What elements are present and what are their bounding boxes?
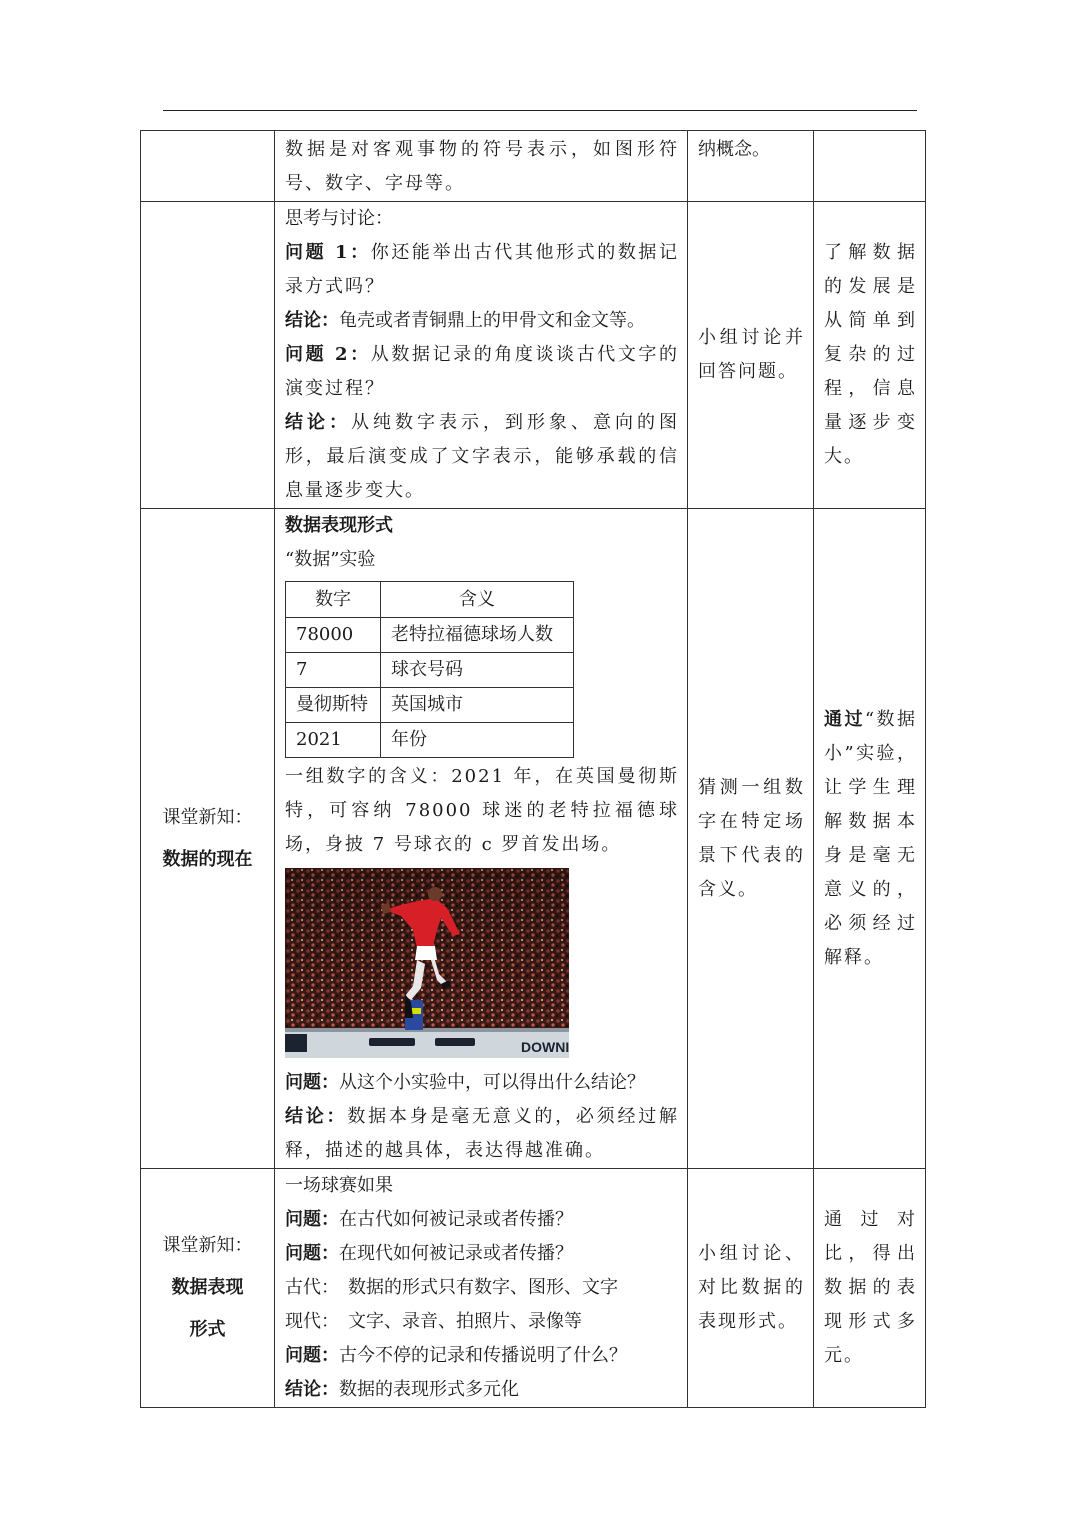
question-label: 问题：: [285, 1243, 339, 1264]
activity-text: 纳概念。: [698, 139, 770, 160]
table-row: [286, 618, 574, 653]
column-header: 数字: [286, 582, 381, 618]
definition-text: 数据是对客观事物的符号表示，如图形符号、数字、字母等。: [285, 139, 679, 194]
intent-bold: 通过: [824, 708, 865, 730]
intent-cell: [814, 131, 926, 202]
column-header: 含义: [381, 582, 574, 618]
intent-cell: [814, 202, 926, 509]
conclusion-label: 结论：: [285, 310, 339, 331]
question-3: [285, 1339, 679, 1373]
question-2: [285, 1237, 679, 1271]
stage-title: 数据的现在: [162, 848, 253, 870]
section-heading: 数据表现形式: [285, 515, 393, 536]
table-row: [141, 131, 926, 202]
experiment-title: “数据”实验: [285, 549, 376, 570]
activity-text: 小组讨论、对比数据的表现形式。: [698, 1243, 805, 1332]
table-cell: 78000: [286, 618, 381, 653]
question-label: 问题：: [285, 1209, 339, 1230]
intent-text: 通过对比，得出数据的表现形式多元。: [824, 1209, 917, 1366]
table-row: [141, 202, 926, 509]
question-1: [285, 1203, 679, 1237]
content-cell: [275, 131, 688, 202]
table-row: [286, 653, 574, 688]
question-text: 古今不停的记录和传播说明了什么？: [339, 1345, 627, 1366]
intro-text: 一场球赛如果: [285, 1175, 393, 1196]
stage-cell: [141, 1169, 275, 1408]
question-text: 从数据记录的角度谈谈古代文字的演变过程？: [285, 344, 680, 399]
question-text: 在古代如何被记录或者传播？: [339, 1209, 573, 1230]
table-cell: 7: [286, 653, 381, 688]
intent-cell: [814, 1169, 926, 1408]
content-cell: [275, 1169, 688, 1408]
table-cell: 英国城市: [381, 688, 574, 723]
conclusion-2: [285, 406, 679, 508]
question-label: 问题：: [285, 1072, 339, 1093]
intent-text: [824, 703, 917, 975]
stage-title-cont: 形式: [189, 1319, 226, 1340]
activity-cell: [688, 202, 814, 509]
intent-text: 了解数据的发展是从简单到复杂的过程，信息量逐步变大。: [824, 242, 917, 467]
stage-label: 课堂新知：: [162, 1235, 253, 1256]
conclusion-text: 数据本身是毫无意义的，必须经过解释，描述的越具体，表达得越准确。: [285, 1106, 680, 1161]
table-row: [141, 509, 926, 1169]
activity-text: 小组讨论并回答问题。: [698, 327, 805, 382]
stage-title: 数据表现: [171, 1277, 244, 1298]
conclusion-text: 从纯数字表示，到形象、意向的图形，最后演变成了文字表示，能够承载的信息量逐步变大。: [285, 412, 679, 501]
activity-text: 猜测一组数字在特定场景下代表的含义。: [698, 776, 805, 900]
activity-cell: [688, 1169, 814, 1408]
intent-cell: [814, 509, 926, 1169]
modern-forms: 现代： 文字、录音、拍照片、录像等: [285, 1311, 582, 1332]
conclusion-label: 结论：: [285, 412, 351, 433]
question-label: 问题 1：: [285, 242, 371, 263]
question-1: [285, 236, 679, 304]
table-cell: 曼彻斯特: [286, 688, 381, 723]
question-text: 从这个小实验中，可以得出什么结论？: [339, 1072, 645, 1093]
question: [285, 1066, 679, 1100]
stage-cell: [141, 131, 275, 202]
conclusion-label: 结论：: [285, 1106, 348, 1127]
question-label: 问题：: [285, 1345, 339, 1366]
content-cell: [275, 202, 688, 509]
football-player-photo: [285, 868, 569, 1058]
stage-label: 课堂新知：: [162, 806, 253, 828]
table-cell: 球衣号码: [381, 653, 574, 688]
question-label: 问题 2：: [285, 344, 371, 365]
discussion-heading: 思考与讨论：: [285, 208, 393, 229]
data-meaning-table: [285, 581, 574, 758]
meaning-text: 一组数字的含义：2021 年，在英国曼彻斯特，可容纳 78000 球迷的老特拉福德球场，身披 7 号球衣的 c 罗首发出场。: [285, 766, 679, 855]
activity-cell: [688, 131, 814, 202]
conclusion-text: 数据的表现形式多元化: [339, 1379, 519, 1400]
conclusion: [285, 1100, 679, 1168]
lesson-plan-table: [140, 130, 926, 1408]
question-text: 你还能举出古代其他形式的数据记录方式吗？: [285, 242, 680, 297]
table-row: [286, 688, 574, 723]
table-cell: 年份: [381, 723, 574, 758]
table-row: [141, 1169, 926, 1408]
conclusion-label: 结论：: [285, 1379, 339, 1400]
banner-text: DOWNI: [521, 1039, 569, 1055]
conclusion: [285, 1373, 679, 1407]
activity-cell: [688, 509, 814, 1169]
stage-cell: [141, 509, 275, 1169]
conclusion-1: [285, 304, 679, 338]
stage-cell: [141, 202, 275, 509]
question-2: [285, 338, 679, 406]
ancient-forms: 古代： 数据的形式只有数字、图形、文字: [285, 1277, 618, 1298]
intent-rest: “数据小”实验，让学生理解数据本身是毫无意义的，必须经过解释。: [824, 708, 918, 968]
table-cell: 2021: [286, 723, 381, 758]
table-row: [286, 723, 574, 758]
table-cell: 老特拉福德球场人数: [381, 618, 574, 653]
conclusion-text: 龟壳或者青铜鼎上的甲骨文和金文等。: [339, 310, 645, 331]
question-text: 在现代如何被记录或者传播？: [339, 1243, 573, 1264]
table-header-row: [286, 582, 574, 618]
header-rule: [163, 110, 917, 111]
content-cell: [275, 509, 688, 1169]
